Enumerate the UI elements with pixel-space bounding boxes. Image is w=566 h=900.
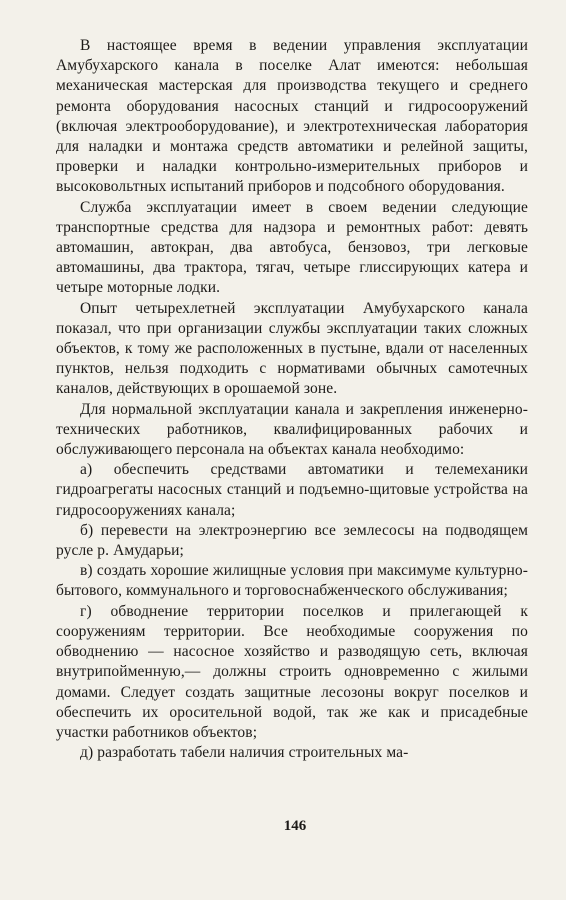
paragraph-1: В настоящее время в ведении управления эксплуатации Амубухарского канала в поселке Алат имеются: небольшая механическая мастерская для производства текущего и среднего ремонта оборудования насосных станций и гидросооружений (включая электрооборудование), и электротехническая лаборатория для наладки и монтажа средств автоматики и релейной защиты, проверки и наладки контрольно-измерительных приборов и высоковольтных испытаний приборов и подсобного оборудования. <box>56 37 528 196</box>
paragraph-3: Опыт четырехлетней эксплуатации Амубухарского канала показал, что при организации службы эксплуатации таких сложных объектов, к тому же расположенных в пустыне, вдали от населенных пунктов, нельзя подходить с нормативами обычных самотечных каналов, действующих в орошаемой зоне. <box>56 299 528 398</box>
page-body <box>56 36 528 763</box>
paragraph-4: Для нормальной эксплуатации канала и закрепления инженерно-технических работников, квалифицированных рабочих и обслуживающего персонала на объектах канала необходимо: <box>56 400 528 459</box>
list-item-a: а) обеспечить средствами автоматики и телемеханики гидроагрегаты насосных станций и подъемно-щитовые устройства на гидросооружениях канала; <box>56 461 528 519</box>
page-number: 146 <box>283 818 307 834</box>
list-item-b: б) перевести на электроэнергию все землесосы на подводящем русле р. Амударьи; <box>56 521 528 560</box>
list-item-e: д) разработать табели наличия строительных ма- <box>80 744 409 762</box>
list-item-c: в) создать хорошие жилищные условия при максимуме культурно-бытового, коммунального и торговоснабженческого обслуживания; <box>56 562 528 600</box>
list-item-d: г) обводнение территории поселков и прилегающей к сооружениям территории. Все необходимые сооружения по обводнению — насосное хозяйство и разводящую сеть, включая внутрипойменную,— должны строить одновременно с жилыми домами. Следует создать защитные лесозоны вокруг поселков и обеспечить их оросительной водой, так же как и присадебные участки работников объектов; <box>56 602 528 741</box>
paragraph-2: Служба эксплуатации имеет в своем ведении следующие транспортные средства для надзора и ремонтных работ: девять автомашин, автокран, два автобуса, бензовоз, три легковые автомашины, два трактора, тягач, четыре глиссирующих катера и четыре моторные лодки. <box>56 198 528 297</box>
